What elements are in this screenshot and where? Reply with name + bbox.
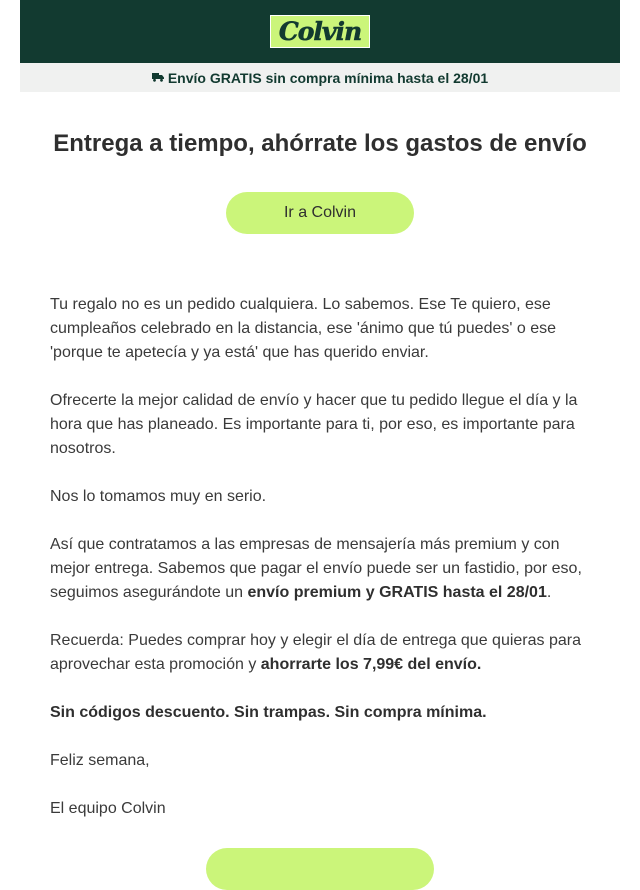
- paragraph-reminder: [50, 629, 590, 677]
- bottom-cta-button[interactable]: [206, 848, 434, 890]
- premium-shipping-highlight: envío premium y GRATIS hasta el 28/01: [247, 584, 547, 601]
- paragraph-greeting: Feliz semana,: [50, 752, 150, 769]
- paragraph-quality: Ofrecerte la mejor calidad de envío y hacer que tu pedido llegue el día y la hora que has planeado. Es importante para ti, por eso, es importante para nosotros.: [50, 392, 578, 457]
- paragraph-premium: [50, 533, 590, 605]
- paragraph-no-codes: [50, 701, 590, 725]
- paragraph-intro: Tu regalo no es un pedido cualquiera. Lo sabemos. Ese Te quiero, ese cumpleaños celebrado en la distancia, ese 'ánimo que tú puedes' o ese 'porque te apetecía y ya está' que has querido enviar.: [50, 296, 556, 361]
- truck-icon: [152, 71, 164, 85]
- savings-highlight: ahorrarte los 7,99€ del envío.: [260, 656, 482, 673]
- logo-wordmark: Colvin: [278, 17, 362, 46]
- go-to-colvin-button[interactable]: Ir a Colvin: [226, 192, 414, 234]
- paragraph-reminder-text: Recuerda: Puedes comprar hoy y elegir el día de entrega que quieras para aprovechar esta promoción y: [50, 632, 581, 673]
- no-codes-highlight: Sin códigos descuento. Sin trampas. Sin compra mínima.: [50, 704, 487, 721]
- promo-banner: [20, 63, 620, 92]
- colvin-logo[interactable]: [270, 15, 370, 48]
- page-title: Entrega a tiempo, ahórrate los gastos de envío: [53, 130, 587, 157]
- banner-text: Envío GRATIS sin compra mínima hasta el 28/01: [167, 69, 489, 86]
- email-header: [20, 0, 620, 63]
- paragraph-premium-text: Así que contratamos a las empresas de mensajería más premium y con mejor entrega. Sabemos que pagar el envío puede ser un fastidio, por eso, seguimos asegurándote un: [50, 536, 582, 601]
- paragraph-premium-end: .: [546, 584, 552, 601]
- paragraph-serious: Nos lo tomamos muy en serio.: [50, 488, 267, 505]
- paragraph-signature: El equipo Colvin: [50, 800, 166, 817]
- email-body: [50, 293, 590, 845]
